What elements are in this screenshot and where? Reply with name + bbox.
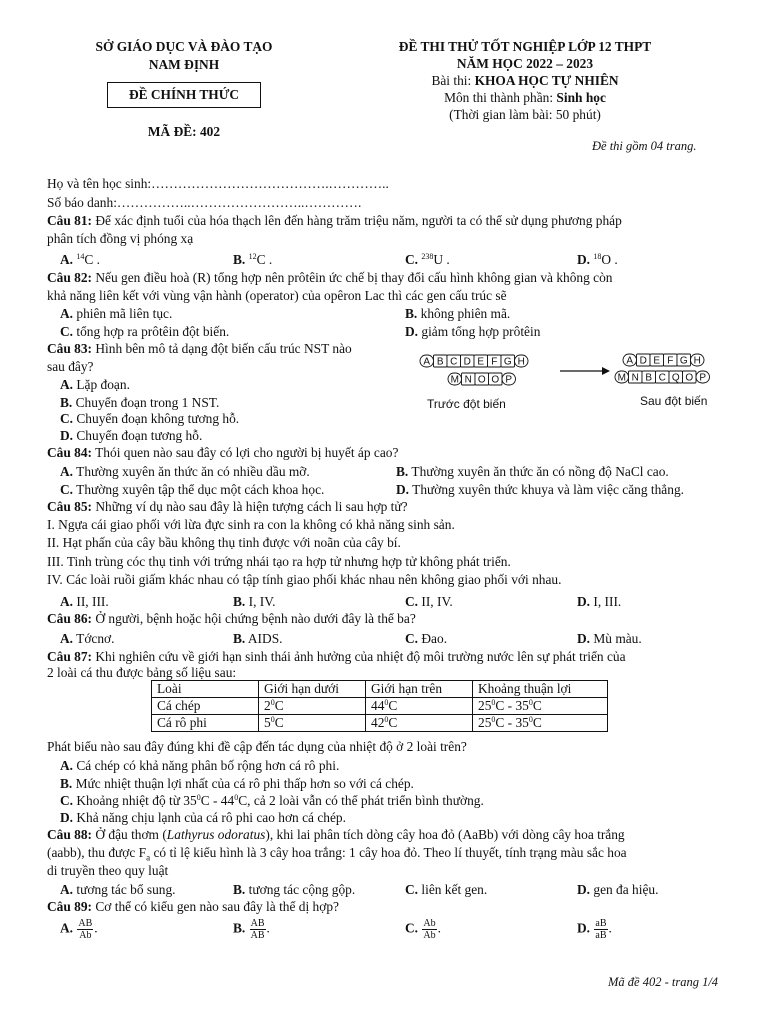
- chromosome-segment-label: A: [423, 356, 431, 368]
- chromosome-segment-label: G: [679, 355, 688, 367]
- q82-text2: khả năng liên kết với vùng vận hành (operator) của opêron Lac thì các gen cấu trúc sẽ: [47, 288, 507, 303]
- chromosome-segment-label: C: [450, 356, 458, 368]
- q85-statement-4: IV. Các loài ruồi giấm khác nhau có tập tính giao phối khác nhau nên không giao phối với nhau.: [47, 572, 562, 587]
- q88-text3: di truyền theo quy luật: [47, 863, 169, 878]
- q87-label: Câu 87:: [47, 649, 93, 664]
- table-cell: Cá rô phi: [152, 715, 259, 732]
- q86-option-d[interactable]: D. Mù màu.: [577, 631, 642, 646]
- header-exam-info: [340, 38, 710, 123]
- q87-option-a[interactable]: A. Cá chép có khả năng phân bố rộng hơn cá rô phi.: [60, 758, 340, 773]
- table-cell: $2^0C$: [259, 698, 366, 715]
- department-name: SỞ GIÁO DỤC VÀ ĐÀO TẠO: [95, 39, 273, 54]
- q84-option-a[interactable]: A. Thường xuyên ăn thức ăn có nhiều dầu mỡ.: [60, 464, 310, 479]
- exam-code: MÃ ĐỀ: 402: [147, 124, 221, 139]
- page-footer: Mã đề 402 - trang 1/4: [608, 975, 719, 989]
- table-header-cell: Khoảng thuận lợi: [473, 681, 608, 698]
- chromosome-segment-label: N: [464, 374, 472, 386]
- q81-text: Để xác định tuổi của hóa thạch lên đến hàng trăm triệu năm, người ta có thể sử dụng phương pháp: [92, 213, 622, 228]
- temperature-limits-table: [151, 680, 608, 732]
- q83-text2: sau đây?: [47, 359, 94, 374]
- exam-prefix: Bài thi:: [431, 73, 475, 88]
- q86-option-b[interactable]: B. AIDS.: [233, 631, 283, 646]
- table-header-cell: Giới hạn trên: [366, 681, 473, 698]
- chromosome-segment-label: H: [693, 355, 701, 367]
- table-row: [152, 715, 608, 732]
- q89-option-d[interactable]: D. $\frac{aB}{aB}$ .: [577, 918, 612, 941]
- chromosome-segment-label: A: [626, 355, 634, 367]
- q88-option-a[interactable]: A. tương tác bổ sung.: [60, 882, 176, 897]
- q82-option-a[interactable]: A. phiên mã liên tục.: [60, 306, 173, 321]
- q89-stem: [47, 898, 339, 916]
- chromosome-segment-label: M: [450, 374, 459, 386]
- q85-stem: [47, 498, 408, 516]
- genotype-fraction: $\frac{AB}{AB}$: [250, 918, 265, 941]
- q85-statement-1: I. Ngựa cái giao phối với lừa đực sinh ra con la không có khả năng sinh sản.: [47, 517, 455, 532]
- q81-text2: phân tích đồng vị phóng xạ: [47, 231, 194, 246]
- q87-text: Khi nghiên cứu về giới hạn sinh thái ảnh hưởng của nhiệt độ môi trường nước lên sự phát triển của: [92, 649, 626, 664]
- q87-option-c[interactable]: C. Khoảng nhiệt độ từ $35^0C - 44^0C$, cả 2 loài vẫn có thể phát triển bình thường.: [60, 793, 484, 808]
- q88-option-b[interactable]: B. tương tác cộng gộp.: [233, 882, 356, 897]
- q82-option-d[interactable]: D. giảm tổng hợp prôtêin: [405, 324, 541, 339]
- q82-option-b[interactable]: B. không phiên mã.: [405, 306, 511, 321]
- q85-statement-2: II. Hạt phấn của cây bầu không thụ tinh được với noãn của cây bí.: [47, 535, 401, 550]
- genotype-fraction: $\frac{AB}{Ab}$: [78, 918, 93, 941]
- q83-text: Hình bên mô tả dạng đột biến cấu trúc NST nào: [92, 341, 352, 356]
- q86-text: Ở người, bệnh hoặc hội chứng bệnh nào dưới đây là thể ba?: [92, 611, 416, 626]
- header-department: [60, 38, 308, 73]
- chromosome-segment-label: P: [505, 374, 513, 386]
- exam-name: KHOA HỌC TỰ NHIÊN: [474, 73, 619, 88]
- q85-option-b[interactable]: B. I, IV.: [233, 594, 276, 609]
- table-row: [152, 698, 608, 715]
- q83-option-b[interactable]: B. Chuyển đoạn trong 1 NST.: [60, 395, 220, 410]
- q84-option-d[interactable]: D. Thường xuyên thức khuya và làm việc căng thẳng.: [396, 482, 684, 497]
- q81-option-c[interactable]: C. $^{238}$U .: [405, 252, 450, 267]
- official-label: ĐỀ CHÍNH THỨC: [128, 87, 240, 102]
- q84-label: Câu 84:: [47, 445, 93, 460]
- subject-name: Sinh học: [556, 90, 606, 105]
- q85-option-c[interactable]: C. II, IV.: [405, 594, 453, 609]
- exam-name-line: [340, 72, 710, 89]
- q85-label: Câu 85:: [47, 499, 93, 514]
- q82-label: Câu 82:: [47, 270, 93, 285]
- chromosome-segment-label: O: [491, 374, 500, 386]
- exam-title: ĐỀ THI THỬ TỐT NGHIỆP LỚP 12 THPT: [398, 39, 652, 54]
- q81-option-d[interactable]: D. $^{18}$O .: [577, 252, 618, 267]
- time-limit: (Thời gian làm bài: 50 phút): [449, 107, 601, 122]
- chromosome-segment-label: F: [667, 355, 674, 367]
- q84-text: Thói quen nào sau đây có lợi cho người bị huyết áp cao?: [92, 445, 399, 460]
- q87-text2: 2 loài cá thu được bảng số liệu sau:: [47, 665, 237, 680]
- chromosome-segment-label: D: [639, 355, 647, 367]
- chromosome-segment-label: G: [503, 356, 512, 368]
- q89-option-b[interactable]: B. $\frac{AB}{AB}$ .: [233, 918, 270, 941]
- q82-text: Nếu gen điều hoà (R) tổng hợp nên prôtêin ức chế bị thay đổi cấu hình không gian và không còn: [92, 270, 613, 285]
- q87-option-b[interactable]: B. Mức nhiệt thuận lợi nhất của cá rô phi thấp hơn so với cá chép.: [60, 776, 414, 791]
- chromosome-segment-label: B: [436, 356, 444, 368]
- table-header-cell: Giới hạn dưới: [259, 681, 366, 698]
- chromosome-before-2: [448, 373, 516, 386]
- q85-text: Những ví dụ nào sau đây là hiện tượng cách li sau hợp tử?: [92, 499, 408, 514]
- chromosome-segment-label: O: [477, 374, 486, 386]
- q86-label: Câu 86:: [47, 611, 93, 626]
- table-cell: $44^0C$: [366, 698, 473, 715]
- q86-stem: [47, 610, 416, 628]
- chromosome-after-2: [615, 371, 710, 384]
- q82-option-c[interactable]: C. tổng hợp ra prôtêin đột biến.: [60, 324, 230, 339]
- chromosome-segment-label: P: [699, 372, 707, 384]
- student-id-line: Số báo danh:……………..……………………..………….: [47, 195, 362, 210]
- q87-option-d[interactable]: D. Khả năng chịu lạnh của cá rô phi cao hơn cá chép.: [60, 810, 346, 825]
- arrow-right-icon: [560, 367, 610, 375]
- q87-text3: Phát biểu nào sau đây đúng khi đề cập đến tác dụng của nhiệt độ ở 2 loài trên?: [47, 739, 467, 754]
- school-year: NĂM HỌC 2022 – 2023: [456, 56, 594, 71]
- q89-text: Cơ thể có kiểu gen nào sau đây là thể dị hợp?: [92, 899, 339, 914]
- table-cell: Cá chép: [152, 698, 259, 715]
- q81-label: Câu 81:: [47, 213, 93, 228]
- q81-stem: [47, 212, 622, 230]
- q88-option-c[interactable]: C. liên kết gen.: [405, 882, 488, 897]
- table-cell: $5^0C$: [259, 715, 366, 732]
- q85-option-d[interactable]: D. I, III.: [577, 594, 622, 609]
- q88-label: Câu 88:: [47, 827, 93, 842]
- q89-option-a[interactable]: A. $\frac{AB}{Ab}$ .: [60, 918, 98, 941]
- q86-option-a[interactable]: A. Tớcnơ.: [60, 631, 115, 646]
- table-header-cell: Loài: [152, 681, 259, 698]
- chromosome-segment-label: N: [631, 372, 639, 384]
- q85-statement-3: III. Tinh trùng cóc thụ tinh với trứng nhái tạo ra hợp tử nhưng hợp tử không phát triển.: [47, 554, 511, 569]
- q84-option-c[interactable]: C. Thường xuyên tập thể dục một cách khoa học.: [60, 482, 325, 497]
- figure-after-label: Sau đột biến: [640, 394, 708, 408]
- q89-option-c[interactable]: C. $\frac{Ab}{Ab}$ .: [405, 918, 441, 941]
- chromosome-segment-label: O: [685, 372, 694, 384]
- species-name: Lathyrus odoratus: [166, 827, 266, 842]
- table-cell: $42^0C$: [366, 715, 473, 732]
- q83-option-d[interactable]: D. Chuyển đoạn tương hỗ.: [60, 428, 203, 443]
- pages-note: Đề thi gồm 04 trang.: [592, 139, 697, 153]
- chromosome-segment-label: B: [645, 372, 653, 384]
- q88-stem: Câu 88: Ở đậu thơm (Lathyrus odoratus), khi lai phân tích dòng cây hoa đỏ (AaBb) với dòng cây hoa trắng: [47, 827, 625, 842]
- q86-option-c[interactable]: C. Đao.: [405, 631, 448, 646]
- chromosome-segment-label: F: [491, 356, 498, 368]
- q85-option-a[interactable]: A. II, III.: [60, 594, 109, 609]
- chromosome-after-1: [623, 354, 704, 367]
- genotype-fraction: $\frac{Ab}{Ab}$: [423, 918, 436, 941]
- figure-before-label: Trước đột biến: [427, 397, 506, 411]
- q88-text2: (aabb), thu được $F_a$ có tỉ lệ kiểu hình là 3 cây hoa trắng: 1 cây hoa đỏ. Theo lí thuyết, tính trạng màu sắc hoa: [47, 845, 627, 863]
- chromosome-before-1: [420, 355, 528, 368]
- chromosome-segment-label: M: [617, 372, 626, 384]
- chromosome-segment-label: C: [658, 372, 666, 384]
- q83-option-c[interactable]: C. Chuyển đoạn không tương hỗ.: [60, 411, 240, 426]
- genotype-fraction: $\frac{aB}{aB}$: [595, 918, 607, 941]
- q87-stem: [47, 648, 626, 666]
- q84-stem: [47, 444, 398, 462]
- q81-option-a[interactable]: A. $^{14}$C .: [60, 252, 101, 267]
- table-cell: $25^0C - 35^0C$: [473, 715, 608, 732]
- subject-line: [340, 89, 710, 106]
- chromosome-segment-label: H: [517, 356, 525, 368]
- table-header-row: [152, 681, 608, 698]
- province-name: NAM ĐỊNH: [148, 56, 220, 72]
- student-name-line: Họ và tên học sinh:………………………………….…………..: [47, 176, 389, 191]
- chromosome-segment-label: D: [463, 356, 471, 368]
- chromosome-segment-label: Q: [671, 372, 680, 384]
- subject-prefix: Môn thi thành phần:: [444, 90, 557, 105]
- chromosome-segment-label: E: [653, 355, 661, 367]
- q83-label: Câu 83:: [47, 341, 93, 356]
- q83-stem: [47, 340, 352, 358]
- chromosome-segment-label: E: [477, 356, 485, 368]
- q88-option-d[interactable]: D. gen đa hiệu.: [577, 882, 659, 897]
- q89-label: Câu 89:: [47, 899, 93, 914]
- table-cell: $25^0C - 35^0C$: [473, 698, 608, 715]
- q81-option-b[interactable]: B. $^{12}$C .: [233, 252, 273, 267]
- q83-option-a[interactable]: A. Lặp đoạn.: [60, 377, 130, 392]
- q84-option-b[interactable]: B. Thường xuyên ăn thức ăn có nồng độ NaCl cao.: [396, 464, 669, 479]
- q82-stem: [47, 269, 612, 287]
